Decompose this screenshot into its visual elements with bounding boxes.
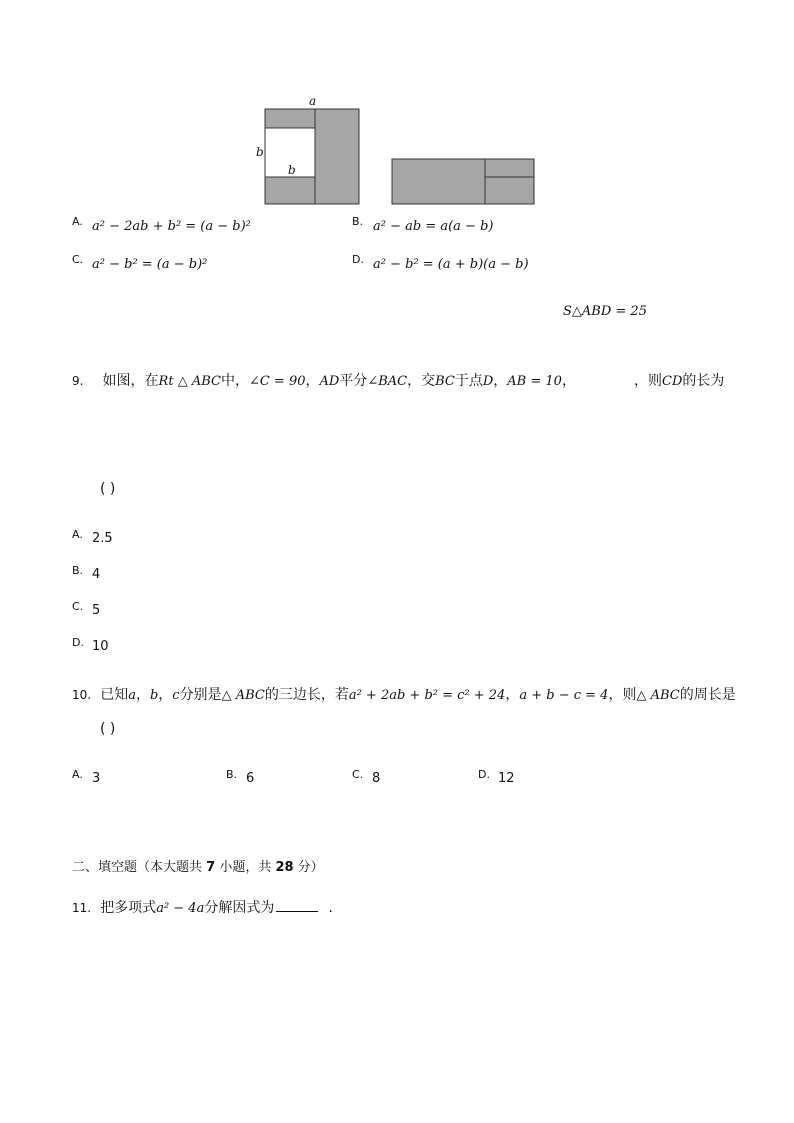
q10-option-c-value: 8 xyxy=(372,771,381,786)
q10-number: 10. xyxy=(72,688,92,702)
q8-option-b-letter: B. xyxy=(352,215,364,228)
q9-option-b-value: 4 xyxy=(92,567,101,582)
q8-option-b-expr: a² − ab = a(a − b) xyxy=(373,219,494,234)
q10-option-a-letter: A. xyxy=(72,768,83,781)
q8-option-a-expr: a² − 2ab + b² = (a − b)² xyxy=(92,219,251,234)
q9-number: 9. xyxy=(72,374,84,388)
figure-label-b-inner: b xyxy=(288,163,296,177)
q11-answer-blank[interactable] xyxy=(276,901,318,912)
q10-option-a-value: 3 xyxy=(92,771,101,786)
q8-option-d-expr: a² − b² = (a + b)(a − b) xyxy=(373,257,529,272)
algebra-figure xyxy=(250,92,550,210)
q10-option-d-letter: D. xyxy=(478,768,490,781)
q9-option-a-value: 2.5 xyxy=(92,531,113,546)
q9-area-note: S△ABD = 25 xyxy=(563,304,647,319)
q9-option-c-value: 5 xyxy=(92,603,101,618)
figure-right-rectangle xyxy=(392,159,534,204)
q8-option-d-letter: D. xyxy=(352,253,364,266)
q9-answer-bracket: ( ) xyxy=(100,481,116,497)
q9-option-b-letter: B. xyxy=(72,564,84,577)
section-2-question-count: 7 xyxy=(206,860,216,875)
q11-stem: 11. 把多项式a² − 4a分解因式为 . xyxy=(72,900,333,916)
q9-option-d-letter: D. xyxy=(72,636,84,649)
q8-option-a-letter: A. xyxy=(72,215,83,228)
q10-option-d-value: 12 xyxy=(498,771,515,786)
q9-option-a-letter: A. xyxy=(72,528,83,541)
figure-label-a: a xyxy=(309,94,317,108)
section-2-total-score: 28 xyxy=(275,860,294,875)
q9-stem: 9. 如图，在Rt △ ABC中，∠C = 90，AD平分∠BAC，交BC于点D，AB = 10， xyxy=(72,373,576,389)
q10-option-c-letter: C. xyxy=(352,768,364,781)
q10-option-b-value: 6 xyxy=(246,771,255,786)
figure-label-b-side: b xyxy=(256,145,264,159)
q8-option-c-expr: a² − b² = (a − b)² xyxy=(92,257,208,272)
q9-option-d-value: 10 xyxy=(92,639,109,654)
q10-option-b-letter: B. xyxy=(226,768,238,781)
q10-answer-bracket: ( ) xyxy=(100,721,116,737)
section-2-heading: 二、填空题（本大题共 7 小题，共 28 分） xyxy=(72,860,324,875)
q11-number: 11. xyxy=(72,901,92,915)
q10-stem: 10. 已知a，b，c分别是△ ABC的三边长，若a² + 2ab + b² = c² + 24，a + b − c = 4，则△ ABC的周长是 xyxy=(72,687,736,703)
q9-option-c-letter: C. xyxy=(72,600,84,613)
q8-option-c-letter: C. xyxy=(72,253,84,266)
q9-stem-tail: ，则CD的长为 xyxy=(634,373,725,389)
